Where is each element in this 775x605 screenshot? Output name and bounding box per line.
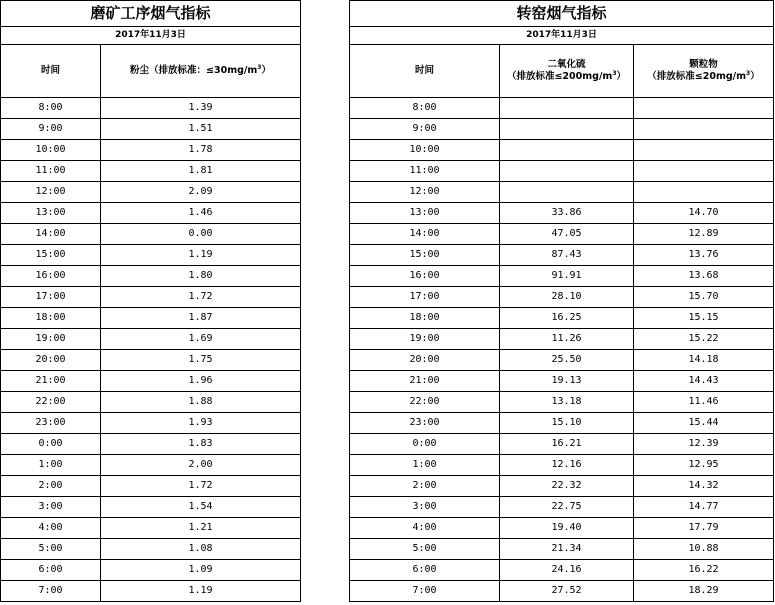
time-cell: 4:00	[1, 518, 101, 539]
time-cell: 3:00	[350, 497, 500, 518]
particulate-value-cell: 12.89	[634, 224, 774, 245]
dust-value-cell: 1.69	[101, 329, 301, 350]
particulate-column-header: 颗粒物 （排放标准$\le 20mg/m^3$）	[634, 45, 774, 98]
dust-value-cell: 1.81	[101, 161, 301, 182]
so2-value-cell: 28.10	[500, 287, 634, 308]
particulate-value-cell: 15.70	[634, 287, 774, 308]
table-row	[1, 476, 301, 497]
dust-value-cell: 1.21	[101, 518, 301, 539]
particulate-value-cell: 15.22	[634, 329, 774, 350]
grinding-emissions-table	[0, 0, 301, 602]
time-cell: 1:00	[1, 455, 101, 476]
time-cell: 0:00	[1, 434, 101, 455]
time-cell: 18:00	[1, 308, 101, 329]
time-cell: 10:00	[350, 140, 500, 161]
table-row	[1, 287, 301, 308]
particulate-value-cell: 14.43	[634, 371, 774, 392]
table-row	[1, 434, 301, 455]
kiln-table-date: 2017年11月3日	[350, 27, 774, 45]
time-cell: 17:00	[350, 287, 500, 308]
table-row	[350, 497, 774, 518]
particulate-value-cell	[634, 119, 774, 140]
time-cell: 15:00	[350, 245, 500, 266]
so2-value-cell	[500, 98, 634, 119]
dust-value-cell: 1.19	[101, 581, 301, 602]
dust-value-cell: 0.00	[101, 224, 301, 245]
time-cell: 9:00	[1, 119, 101, 140]
table-row	[1, 455, 301, 476]
dust-value-cell: 1.51	[101, 119, 301, 140]
time-cell: 11:00	[350, 161, 500, 182]
time-cell: 8:00	[350, 98, 500, 119]
so2-value-cell	[500, 161, 634, 182]
particulate-value-cell: 17.79	[634, 518, 774, 539]
so2-value-cell: 13.18	[500, 392, 634, 413]
time-cell: 10:00	[1, 140, 101, 161]
so2-value-cell: 22.32	[500, 476, 634, 497]
table-row	[350, 119, 774, 140]
time-cell: 1:00	[350, 455, 500, 476]
dust-value-cell: 2.00	[101, 455, 301, 476]
time-cell: 20:00	[1, 350, 101, 371]
time-cell: 18:00	[350, 308, 500, 329]
table-row	[1, 182, 301, 203]
table-row	[1, 98, 301, 119]
time-cell: 23:00	[350, 413, 500, 434]
time-cell: 21:00	[1, 371, 101, 392]
time-cell: 19:00	[350, 329, 500, 350]
table-row	[1, 308, 301, 329]
time-cell: 17:00	[1, 287, 101, 308]
so2-value-cell	[500, 140, 634, 161]
table-row	[1, 245, 301, 266]
time-cell: 20:00	[350, 350, 500, 371]
grinding-table-title: 磨矿工序烟气指标	[1, 1, 301, 27]
particulate-value-cell: 12.95	[634, 455, 774, 476]
so2-value-cell: 91.91	[500, 266, 634, 287]
particulate-value-cell: 16.22	[634, 560, 774, 581]
table-row	[350, 308, 774, 329]
time-cell: 6:00	[350, 560, 500, 581]
time-cell: 8:00	[1, 98, 101, 119]
table-row	[350, 476, 774, 497]
dust-value-cell: 1.88	[101, 392, 301, 413]
table-row	[1, 224, 301, 245]
particulate-value-cell: 13.76	[634, 245, 774, 266]
dust-value-cell: 1.80	[101, 266, 301, 287]
so2-value-cell: 16.25	[500, 308, 634, 329]
table-row	[350, 518, 774, 539]
time-cell: 7:00	[1, 581, 101, 602]
table-row	[350, 140, 774, 161]
dust-value-cell: 2.09	[101, 182, 301, 203]
particulate-value-cell: 15.15	[634, 308, 774, 329]
table-row	[1, 581, 301, 602]
time-cell: 13:00	[350, 203, 500, 224]
particulate-value-cell	[634, 98, 774, 119]
table-row	[1, 266, 301, 287]
dust-value-cell: 1.75	[101, 350, 301, 371]
table-row	[350, 455, 774, 476]
so2-value-cell: 19.40	[500, 518, 634, 539]
dust-value-cell: 1.78	[101, 140, 301, 161]
dust-value-cell: 1.83	[101, 434, 301, 455]
dust-value-cell: 1.72	[101, 476, 301, 497]
table-row	[350, 245, 774, 266]
time-cell: 23:00	[1, 413, 101, 434]
time-cell: 11:00	[1, 161, 101, 182]
time-cell: 15:00	[1, 245, 101, 266]
dust-value-cell: 1.96	[101, 371, 301, 392]
particulate-value-cell: 14.32	[634, 476, 774, 497]
time-cell: 16:00	[1, 266, 101, 287]
table-row	[1, 140, 301, 161]
time-column-header: 时间	[350, 45, 500, 98]
time-cell: 16:00	[350, 266, 500, 287]
dust-value-cell: 1.54	[101, 497, 301, 518]
dust-value-cell: 1.46	[101, 203, 301, 224]
time-cell: 14:00	[1, 224, 101, 245]
so2-value-cell: 21.34	[500, 539, 634, 560]
so2-value-cell: 27.52	[500, 581, 634, 602]
time-cell: 12:00	[350, 182, 500, 203]
grinding-table-date: 2017年11月3日	[1, 27, 301, 45]
time-cell: 2:00	[1, 476, 101, 497]
particulate-value-cell: 14.70	[634, 203, 774, 224]
particulate-value-cell: 14.18	[634, 350, 774, 371]
table-row	[350, 161, 774, 182]
so2-column-header: 二氧化硫 （排放标准$\le 200mg/m^3$）	[500, 45, 634, 98]
particulate-value-cell: 18.29	[634, 581, 774, 602]
table-row	[350, 560, 774, 581]
table-row	[350, 581, 774, 602]
time-cell: 13:00	[1, 203, 101, 224]
table-row	[1, 518, 301, 539]
so2-value-cell: 47.05	[500, 224, 634, 245]
table-row	[1, 119, 301, 140]
time-cell: 7:00	[350, 581, 500, 602]
so2-value-cell: 25.50	[500, 350, 634, 371]
table-row	[350, 287, 774, 308]
time-cell: 0:00	[350, 434, 500, 455]
table-row	[1, 329, 301, 350]
table-row	[1, 560, 301, 581]
dust-value-cell: 1.93	[101, 413, 301, 434]
dust-value-cell: 1.09	[101, 560, 301, 581]
particulate-value-cell	[634, 182, 774, 203]
time-cell: 4:00	[350, 518, 500, 539]
particulate-value-cell: 13.68	[634, 266, 774, 287]
table-row	[350, 182, 774, 203]
table-row	[1, 392, 301, 413]
table-row	[350, 350, 774, 371]
time-cell: 22:00	[350, 392, 500, 413]
time-cell: 22:00	[1, 392, 101, 413]
table-row	[350, 413, 774, 434]
table-row	[1, 413, 301, 434]
table-row	[350, 392, 774, 413]
particulate-value-cell: 12.39	[634, 434, 774, 455]
table-row	[350, 98, 774, 119]
dust-value-cell: 1.19	[101, 245, 301, 266]
so2-value-cell: 22.75	[500, 497, 634, 518]
table-row	[350, 371, 774, 392]
table-row	[1, 203, 301, 224]
table-row	[350, 539, 774, 560]
time-cell: 6:00	[1, 560, 101, 581]
kiln-table-title: 转窑烟气指标	[350, 1, 774, 27]
table-row	[350, 203, 774, 224]
so2-value-cell: 19.13	[500, 371, 634, 392]
so2-value-cell: 15.10	[500, 413, 634, 434]
dust-value-cell: 1.08	[101, 539, 301, 560]
time-cell: 9:00	[350, 119, 500, 140]
kiln-emissions-table	[349, 0, 774, 602]
particulate-value-cell: 10.88	[634, 539, 774, 560]
table-row	[350, 266, 774, 287]
table-row	[1, 161, 301, 182]
time-cell: 3:00	[1, 497, 101, 518]
so2-value-cell: 16.21	[500, 434, 634, 455]
time-cell: 19:00	[1, 329, 101, 350]
dust-value-cell: 1.87	[101, 308, 301, 329]
time-cell: 14:00	[350, 224, 500, 245]
time-cell: 12:00	[1, 182, 101, 203]
particulate-value-cell: 11.46	[634, 392, 774, 413]
particulate-value-cell	[634, 161, 774, 182]
table-row	[350, 224, 774, 245]
table-row	[1, 350, 301, 371]
time-column-header: 时间	[1, 45, 101, 98]
particulate-value-cell	[634, 140, 774, 161]
table-row	[1, 371, 301, 392]
so2-value-cell: 33.86	[500, 203, 634, 224]
so2-value-cell	[500, 182, 634, 203]
dust-value-cell: 1.72	[101, 287, 301, 308]
table-row	[350, 434, 774, 455]
so2-value-cell: 12.16	[500, 455, 634, 476]
time-cell: 21:00	[350, 371, 500, 392]
particulate-value-cell: 15.44	[634, 413, 774, 434]
time-cell: 2:00	[350, 476, 500, 497]
table-row	[350, 329, 774, 350]
time-cell: 5:00	[1, 539, 101, 560]
table-row	[1, 497, 301, 518]
so2-value-cell: 87.43	[500, 245, 634, 266]
table-row	[1, 539, 301, 560]
time-cell: 5:00	[350, 539, 500, 560]
so2-value-cell: 24.16	[500, 560, 634, 581]
dust-column-header: 粉尘（排放标准：$\le 30mg/m^3$）	[101, 45, 301, 98]
so2-value-cell: 11.26	[500, 329, 634, 350]
so2-value-cell	[500, 119, 634, 140]
particulate-value-cell: 14.77	[634, 497, 774, 518]
dust-value-cell: 1.39	[101, 98, 301, 119]
